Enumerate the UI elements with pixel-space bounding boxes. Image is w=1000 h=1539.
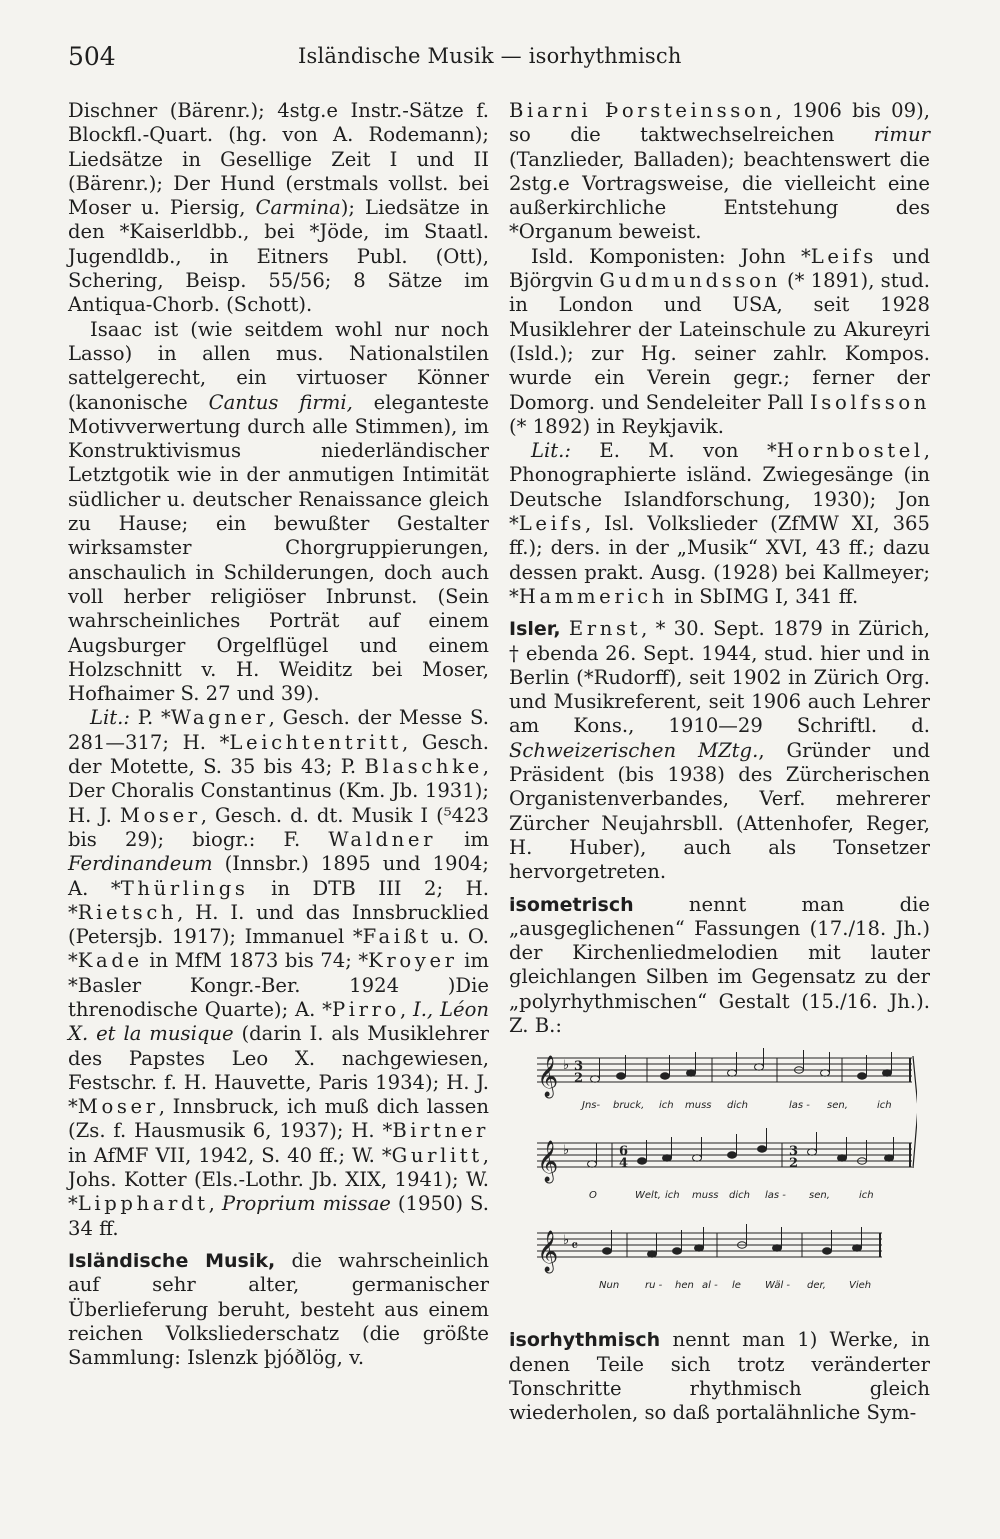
time-sig-denominator: 2 <box>574 1071 584 1087</box>
lyric: bruck, <box>613 1100 645 1112</box>
paragraph-composers: Isld. Komponisten: John *Leifs und Björgvin Gudmundsson (* 1891), stud. in London und USA, seit 1928 Musiklehrer der Lateinschule zu Akureyri (Isld.); zur Hg. seiner zahlr. Kompos. wurde ein Verein gegr.; ferner der Domorg. und Sendeleiter Pall Isolfsson (* 1892) in Reykjavik. <box>509 244 930 438</box>
lyric: Jns- <box>582 1100 601 1112</box>
entry-headword: Isländische Musik, <box>68 1249 276 1272</box>
lyric: Vieh <box>849 1280 872 1292</box>
flat-icon: ♭ <box>563 1233 570 1249</box>
flat-icon: ♭ <box>563 1058 570 1074</box>
time-sig-denominator: 2 <box>789 1156 799 1172</box>
lyric: sen, <box>827 1100 848 1112</box>
note <box>673 1230 682 1254</box>
lyric: las - <box>789 1100 810 1112</box>
right-column <box>509 99 930 1425</box>
lyric: O <box>589 1190 597 1202</box>
entry-isometrisch: isometrisch nennt man die „ausgeglichenen“ Fassungen (17./18. Jh.) der Kirchenliedmelodien mit lauter gleichlangen Silben im Gegensatz zu der „polyrhythmischen“ Gestalt (15./16. Jh.). Z. B.: <box>509 892 930 1037</box>
music-example <box>537 1048 917 1318</box>
running-title: Isländische Musik — isorhythmisch <box>298 44 682 68</box>
lyric: ich <box>877 1100 892 1112</box>
lyric: ich <box>859 1190 874 1202</box>
time-sig-denominator: 4 <box>619 1156 629 1172</box>
lyric: le <box>732 1280 741 1292</box>
note <box>858 1055 867 1079</box>
lyric: hen <box>675 1280 694 1292</box>
paragraph-literature: Lit.: P. *Wagner, Gesch. der Messe S. 281—317; H. *Leichtentritt, Gesch. der Motette, S. 35 bis 43; P. Blaschke, Der Choralis Constantinus (Km. Jb. 1931); H. J. Moser, Gesch. d. dt. Musik I (⁵423 bis 29); biogr.: F. Waldner im Ferdinandeum (Innsbr.) 1895 und 1904; A. *Thürlings in DTB III 2; H. *Rietsch, H. I. und das Innsbrucklied (Petersjb. 1917); Immanuel *Faißt u. O. *Kade in MfM 1873 bis 74; *Kroyer im *Basler Kongr.-Ber. 1924 )Die threnodische Quarte); A. *Pirro, I., Léon X. et la musique (darin I. als Musiklehrer des Papstes Leo X. nachgewiesen, Festschr. f. H. Hauvette, Paris 1934); H. J. *Moser, Innsbruck, ich muß dich lassen (Zs. f. Hausmusik 6, 1937); H. *Birtner in AfMF VII, 1942, S. 40 ff.; W. *Gurlitt, Johs. Kotter (Els.-Lothr. Jb. XIX, 1941); W. *Lipphardt, Proprium missae (1950) S. 34 ff. <box>68 706 489 1240</box>
entry-islaendische-musik: Isländische Musik, die wahrscheinlich auf sehr alter, germanischer Überlieferung beruht, besteht aus einem reichen Volksliederschatz (die größte Sammlung: Islenzk þjóðlög, v. <box>68 1248 489 1370</box>
lyric: der, <box>807 1280 826 1292</box>
lyric: al - <box>702 1280 718 1292</box>
note <box>728 1134 737 1158</box>
note <box>661 1055 670 1079</box>
lyric: muss <box>692 1190 719 1202</box>
lyric: Wäl - <box>765 1280 791 1292</box>
music-notation <box>537 1048 917 1318</box>
lyric: ru - <box>645 1280 663 1292</box>
note <box>755 1048 764 1070</box>
page-number: 504 <box>68 42 116 71</box>
left-column <box>68 99 489 1370</box>
paragraph-isaac-style: Isaac ist (wie seitdem wohl nur noch Lasso) in allen mus. Nationalstilen sattelgerecht, ein virtuoser Könner (kanonische Cantus firmi, eleganteste Motivverwertung durch alle Stimmen), im Konstruktivismus niederländischer Letztgotik wie in der anmutigen Intimität südlicher u. deutscher Renaissance gleich zu Hause; ein bewußter Gestalter wirksamster Chorgruppierungen, anschaulich in Schilderungen, doch auch voll herber religiöser Inbrunst. (Sein wahrscheinliches Porträt auf einem Augsburger Orgelflügel und einem Holzschnitt v. H. Weiditz bei Moser, Hofhaimer S. 27 und 39). <box>68 317 489 706</box>
lyric: Welt, <box>635 1190 661 1202</box>
entry-isler: Isler, Ernst, * 30. Sept. 1879 in Zürich, † ebenda 26. Sept. 1944, stud. hier und in Berlin (*Rudorff), seit 1902 in Zürich Org. und Musikreferent, seit 1906 auch Lehrer am Kons., 1910—29 Schriftl. d. Schweizerischen MZtg., Gründer und Präsident (bis 1938) des Zürcherischen Organistenverbandes, Verf. mehrerer Zürcher Neujahrsbll. (Attenhofer, Reger, H. Huber), auch als Tonsetzer hervorgetreten. <box>509 617 930 884</box>
flat-icon: ♭ <box>563 1143 570 1159</box>
common-time-icon: 𝄴 <box>571 1236 579 1256</box>
note <box>823 1230 832 1254</box>
note <box>758 1128 767 1152</box>
entry-isorhythmisch: isorhythmisch nennt man 1) Werke, in denen Teile sich trotz veränderter Tonschritte rhythmisch gleich wiederholen, so daß portalähnliche Sym- <box>509 1328 930 1425</box>
lyric: ich <box>659 1100 674 1112</box>
time-sig-numerator: 6 <box>619 1144 629 1160</box>
note <box>603 1230 612 1254</box>
note <box>808 1132 817 1155</box>
time-sig-numerator: 3 <box>789 1144 799 1160</box>
note <box>638 1140 647 1164</box>
lyric: las - <box>765 1190 786 1202</box>
staff-2 <box>537 1143 912 1167</box>
running-header <box>68 42 938 76</box>
entry-headword: Isler, <box>509 618 561 641</box>
lyric: dich <box>729 1190 750 1202</box>
lyric: sen, <box>809 1190 830 1202</box>
treble-clef-icon: 𝄞 <box>537 1231 559 1273</box>
paragraph-editions: Dischner (Bärenr.); 4stg.e Instr.-Sätze f. Blockfl.-Quart. (hg. von A. Rodemann); Liedsätze in Gesellige Zeit I und II (Bärenr.); Der Hund (erstmals vollst. bei Moser u. Piersig, Carmina); Liedsätze in den *Kaiserldbb., bei *Jöde, im Staatl. Jugendldb., in Eitners Publ. (Ott), Schering, Beisp. 55/56; 8 Sätze im Antiqua-Chorb. (Schott). <box>68 99 489 317</box>
paragraph-literature-right: Lit.: E. M. von *Hornbostel, Phonographierte isländ. Zwiegesänge (in Deutsche Islandforschung, 1930); Jon *Leifs, Isl. Volkslieder (ZfMW XI, 365 ff.); ders. in der „Musik“ XVI, 43 ff.; dazu dessen prakt. Ausg. (1928) bei Kallmeyer; *Hammerich in SbIMG I, 341 ff. <box>509 439 930 608</box>
lyric: ich <box>665 1190 680 1202</box>
lyric: Nun <box>599 1280 620 1292</box>
time-sig-numerator: 3 <box>574 1059 584 1075</box>
lyric: dich <box>727 1100 748 1112</box>
note <box>617 1055 626 1079</box>
treble-clef-icon: 𝄞 <box>537 1141 559 1183</box>
lyric: muss <box>685 1100 712 1112</box>
entry-headword: isometrisch <box>509 893 634 916</box>
staff-1 <box>537 1058 912 1082</box>
treble-clef-icon: 𝄞 <box>537 1056 559 1098</box>
paragraph-rimur: Biarni Þorsteinsson, 1906 bis 09), so die taktwechselreichen rimur (Tanzlieder, Balladen); beachtenswert die 2stg.e Vortragsweise, die vielleicht eine außerkirchliche Entstehung des *Organum beweist. <box>509 99 930 244</box>
entry-headword: isorhythmisch <box>509 1329 661 1352</box>
